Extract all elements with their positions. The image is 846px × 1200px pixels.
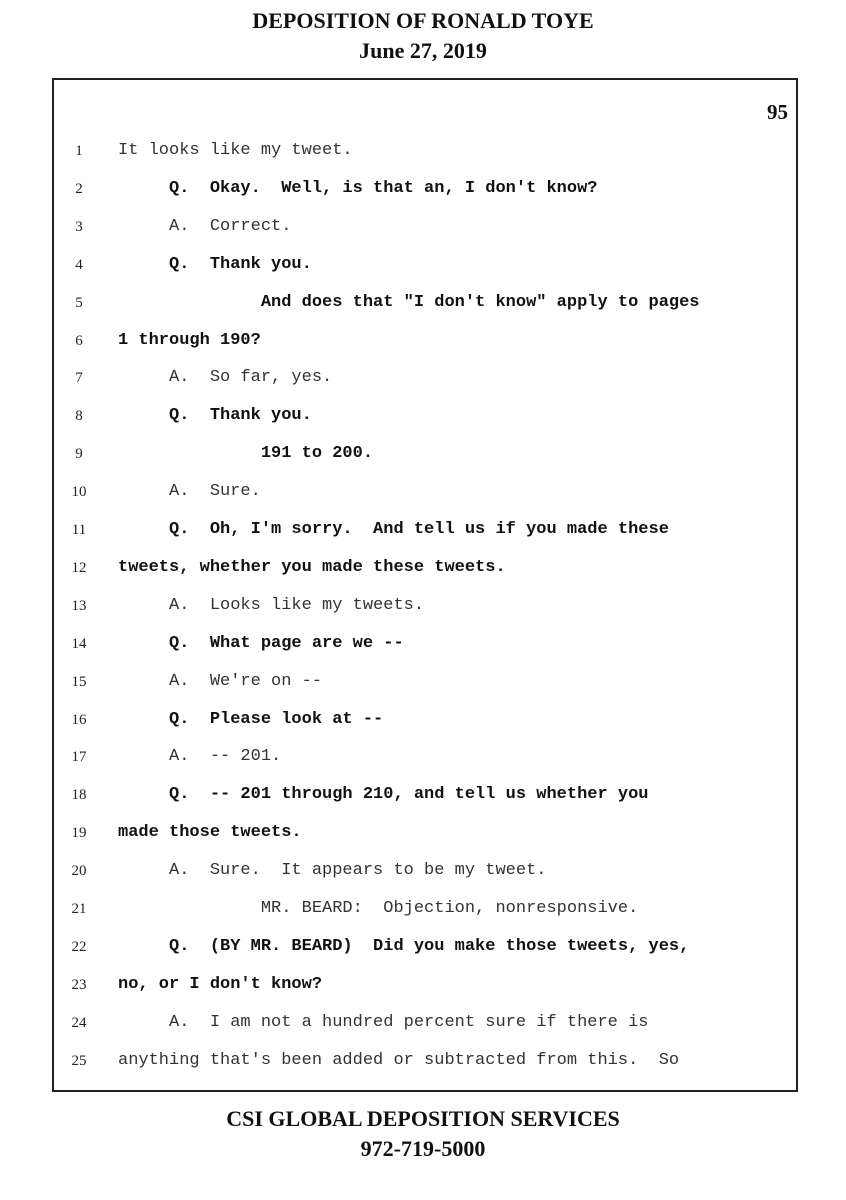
line-text: Q. Please look at -- [118, 709, 384, 729]
line-text: A. Correct. [118, 216, 292, 236]
transcript-line [54, 515, 798, 545]
line-number: 12 [71, 559, 87, 576]
line-number: 10 [71, 484, 87, 501]
line-text: A. -- 201. [118, 747, 282, 767]
line-number: 13 [71, 597, 87, 614]
line-number: 5 [75, 294, 83, 311]
transcript-line [54, 780, 798, 810]
line-number: 18 [71, 787, 87, 804]
line-number: 9 [75, 446, 83, 463]
transcript-line [54, 401, 798, 431]
line-number: 21 [71, 901, 87, 917]
line-text: A. We're on -- [118, 671, 323, 691]
transcript-line [54, 326, 798, 356]
line-text: MR. BEARD: Objection, nonresponsive. [118, 899, 639, 918]
line-number: 7 [75, 370, 83, 387]
page-number: 95 [767, 100, 788, 124]
line-number: 14 [71, 635, 87, 652]
line-text: A. I am not a hundred percent sure if there is [118, 1012, 649, 1032]
line-number: 11 [71, 522, 87, 538]
line-text: 1 through 190? [118, 330, 261, 350]
deposition-title: DEPOSITION OF RONALD TOYE [252, 8, 594, 33]
transcript-line [54, 856, 798, 886]
line-number: 22 [71, 938, 87, 955]
line-number: 2 [75, 180, 83, 197]
line-text: A. Looks like my tweets. [118, 595, 425, 615]
line-number: 24 [71, 1014, 87, 1031]
line-text: Q. Okay. Well, is that an, I don't know? [118, 178, 598, 198]
line-text: Q. Thank you. [118, 254, 312, 274]
deposition-footer [0, 1104, 846, 1164]
transcript-line [54, 932, 798, 962]
transcript-line [54, 742, 798, 772]
line-number: 17 [71, 749, 87, 766]
transcript-line [54, 174, 798, 204]
line-text: And does that "I don't know" apply to pages [118, 292, 700, 312]
line-text: Q. What page are we -- [118, 633, 404, 653]
line-number: 15 [71, 673, 87, 690]
line-text: It looks like my tweet. [118, 141, 353, 160]
line-text: Q. (BY MR. BEARD) Did you make those tweets, yes, [118, 936, 690, 956]
line-number: 20 [71, 863, 87, 880]
transcript-line [54, 250, 798, 280]
transcript-line [54, 136, 798, 166]
line-number: 23 [71, 976, 87, 993]
transcript-line [54, 477, 798, 507]
transcript-line [54, 667, 798, 697]
transcript-line [54, 894, 798, 924]
transcript-line [54, 1046, 798, 1076]
line-number: 8 [75, 408, 83, 425]
line-text: A. Sure. It appears to be my tweet. [118, 861, 547, 881]
line-number: 1 [75, 143, 83, 159]
transcript-line [54, 363, 798, 393]
line-text: Q. Thank you. [118, 406, 312, 426]
line-number: 4 [75, 256, 83, 273]
deposition-date: June 27, 2019 [359, 38, 487, 63]
transcript-line [54, 439, 798, 469]
line-number: 19 [71, 825, 87, 842]
line-text: Q. Oh, I'm sorry. And tell us if you made these [118, 520, 669, 539]
transcript-line [54, 553, 798, 583]
transcript-line [54, 1008, 798, 1038]
line-text: Q. -- 201 through 210, and tell us whether you [118, 785, 649, 805]
line-number: 25 [71, 1052, 87, 1069]
transcript-line [54, 591, 798, 621]
line-text: no, or I don't know? [118, 974, 323, 994]
line-text: A. Sure. [118, 482, 261, 502]
transcript-line [54, 288, 798, 318]
transcript-line [54, 629, 798, 659]
deposition-header [0, 6, 846, 66]
line-text: anything that's been added or subtracted from this. So [118, 1050, 680, 1070]
transcript-line [54, 818, 798, 848]
line-number: 3 [75, 218, 83, 235]
transcript-line [54, 970, 798, 1000]
transcript-line [54, 212, 798, 242]
transcript-page [52, 78, 798, 1092]
line-text: 191 to 200. [118, 444, 374, 464]
company-name: CSI GLOBAL DEPOSITION SERVICES [226, 1106, 620, 1131]
line-number: 16 [71, 711, 87, 728]
line-text: A. So far, yes. [118, 368, 333, 388]
line-text: made those tweets. [118, 823, 302, 843]
line-text: tweets, whether you made these tweets. [118, 557, 506, 577]
company-phone: 972-719-5000 [360, 1136, 486, 1161]
transcript-line [54, 705, 798, 735]
line-number: 6 [75, 332, 83, 349]
